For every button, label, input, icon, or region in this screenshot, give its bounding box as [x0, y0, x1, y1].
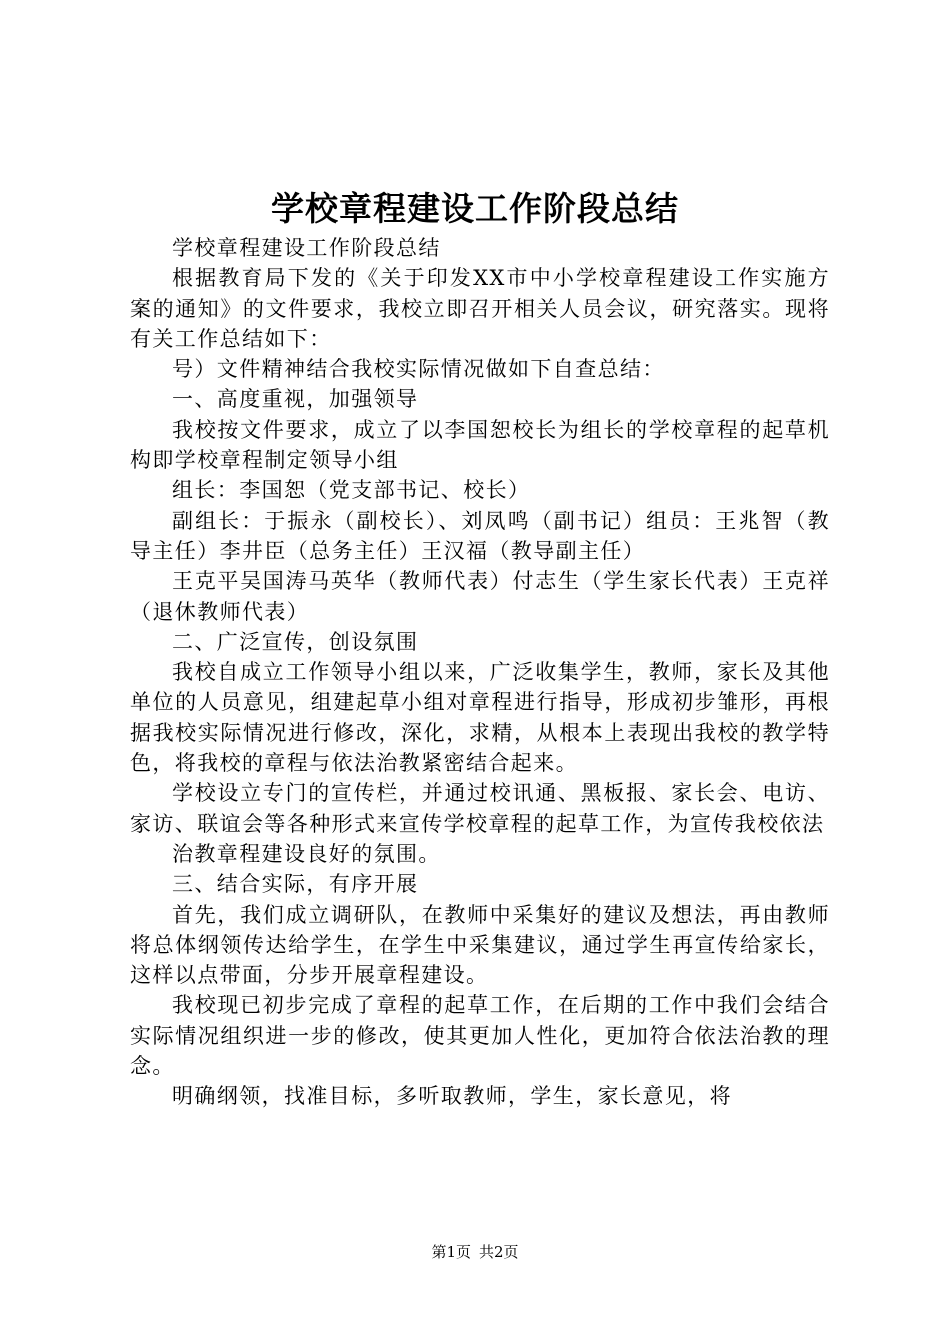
paragraph: 副组长：于振永（副校长）、刘凤鸣（副书记）组员：王兆智（教导主任）李井臣（总务主任）王汉福（教导副主任） [130, 508, 830, 563]
paragraph: 王克平吴国涛马英华（教师代表）付志生（学生家长代表）王克祥（退休教师代表） [130, 569, 830, 624]
paragraph: 治教章程建设良好的氛围。 [172, 841, 441, 866]
page-total: 共2页 [479, 1243, 519, 1261]
document-title: 学校章程建设工作阶段总结 [271, 189, 679, 228]
page-footer [0, 1242, 950, 1262]
paragraph: 号）文件精神结合我校实际情况做如下自查总结： [172, 357, 665, 382]
page-number: 第1页 [431, 1243, 471, 1261]
paragraph: 明确纲领，找准目标，多听取教师，学生，家长意见，将 [172, 1084, 732, 1109]
paragraph: 学校章程建设工作阶段总结 [172, 236, 441, 260]
paragraph: 我校现已初步完成了章程的起草工作，在后期的工作中我们会结合实际情况组织进一步的修改，使其更加人性化，更加符合依法治教的理念。 [130, 993, 830, 1079]
paragraph: 我校按文件要求，成立了以李国恕校长为组长的学校章程的起草机构即学校章程制定领导小组 [130, 417, 830, 473]
paragraph: 根据教育局下发的《关于印发XX市中小学校章程建设工作实施方案的通知》的文件要求，我校立即召开相关人员会议，研究落实。现将有关工作总结如下： [130, 266, 830, 351]
paragraph: 组长：李国恕（党支部书记、校长） [172, 478, 531, 503]
paragraph: 首先，我们成立调研队，在教师中采集好的建议及想法，再由教师将总体纲领传达给学生，在学生中采集建议，通过学生再宣传给家长，这样以点带面，分步开展章程建设。 [130, 902, 830, 988]
section-heading: 二、广泛宣传，创设氛围 [172, 629, 419, 654]
paragraph: 我校自成立工作领导小组以来，广泛收集学生，教师，家长及其他单位的人员意见，组建起草小组对章程进行指导，形成初步雏形，再根据我校实际情况进行修改，深化，求精，从根本上表现出我校的教学特色，将我校的章程与依法治教紧密结合起来。 [130, 660, 830, 776]
document-body [130, 233, 830, 1112]
paragraph: 学校设立专门的宣传栏，并通过校讯通、黑板报、家长会、电访、家访、联谊会等各种形式来宣传学校章程的起草工作，为宣传我校依法 [130, 781, 830, 836]
section-heading: 三、结合实际，有序开展 [172, 872, 419, 897]
section-heading: 一、高度重视，加强领导 [172, 387, 419, 412]
